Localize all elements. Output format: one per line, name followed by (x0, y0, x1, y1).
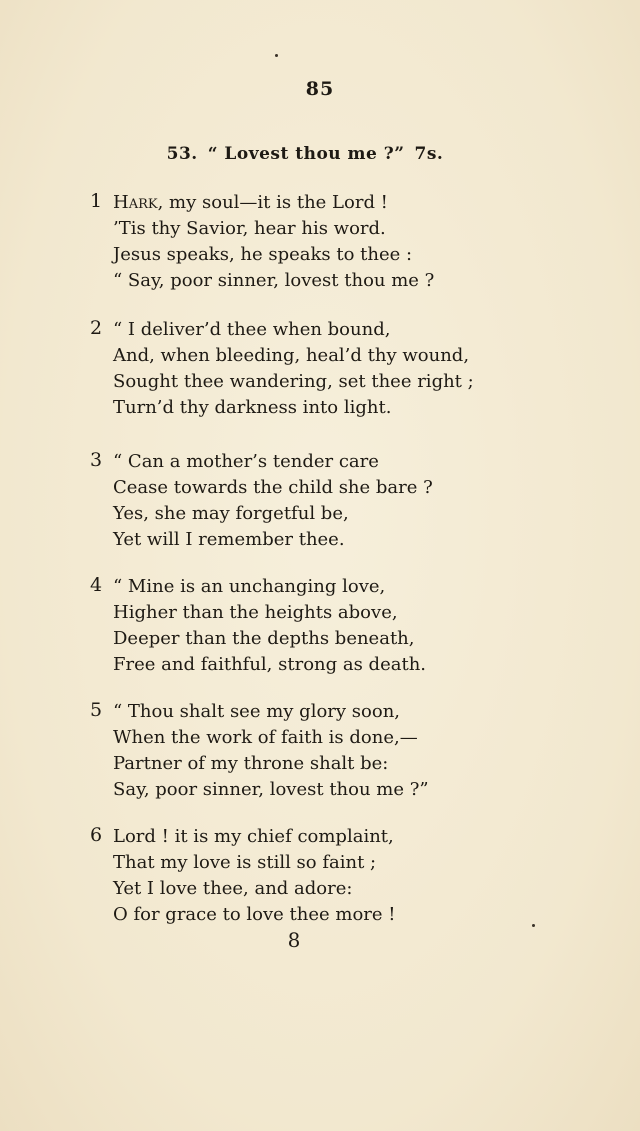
page-number: 85 (305, 78, 335, 100)
signature-mark: 8 (287, 928, 301, 952)
verse-line: ’Tis thy Savior, hear his word. (113, 218, 386, 239)
ink-fleck (275, 54, 278, 57)
hymn-number: 53. (166, 144, 198, 164)
verse-line: Hark, my soul—it is the Lord ! (113, 192, 388, 213)
verse-line: “ Say, poor sinner, lovest thou me ? (113, 270, 435, 291)
ink-fleck (532, 924, 535, 927)
verse-line: “ I deliver’d thee when bound, (113, 319, 391, 340)
verse-line: “ Can a mother’s tender care (113, 451, 379, 472)
stanza-3 (90, 449, 490, 553)
verse-line: Yet I love thee, and adore: (113, 878, 353, 899)
verse-line: Cease towards the child she bare ? (113, 477, 433, 498)
hymn-meter: 7s. (414, 144, 444, 164)
verse-line: Lord ! it is my chief complaint, (113, 826, 394, 847)
verse-line: And, when bleeding, heal’d thy wound, (113, 345, 470, 366)
stanza-5 (90, 699, 490, 803)
verse-line: Say, poor sinner, lovest thou me ?” (113, 779, 429, 800)
verse-line: Free and faithful, strong as death. (113, 654, 427, 675)
stanza-number: 5 (90, 699, 103, 721)
stanza-6 (90, 824, 490, 928)
hymn-title-text: “ Lovest thou me ?” (207, 144, 405, 164)
stanza-number: 1 (90, 190, 103, 212)
verse-line: “ Mine is an unchanging love, (113, 576, 386, 597)
verse-line: Jesus speaks, he speaks to thee : (113, 244, 413, 265)
hymn-title (0, 144, 610, 164)
stanza-number: 2 (90, 317, 103, 339)
verse-line: O for grace to love thee more ! (113, 904, 396, 925)
stanza-2 (90, 317, 490, 421)
verse-line: Partner of my throne shalt be: (113, 753, 389, 774)
verse-line: “ Thou shalt see my glory soon, (113, 701, 401, 722)
stanza-number: 3 (90, 449, 103, 471)
verse-line: That my love is still so faint ; (113, 852, 377, 873)
stanza-number: 4 (90, 574, 103, 596)
verse-line: When the work of faith is done,— (113, 727, 418, 748)
verse-line: Deeper than the depths beneath, (113, 628, 415, 649)
verse-line: Turn’d thy darkness into light. (113, 397, 392, 418)
first-word: Hark (113, 192, 158, 213)
stanza-number: 6 (90, 824, 103, 846)
verse-line: Higher than the heights above, (113, 602, 398, 623)
stanza-1 (90, 190, 490, 294)
verse-line: Yet will I remember thee. (113, 529, 345, 550)
verse-line: Yes, she may forgetful be, (113, 503, 349, 524)
verse-line: Sought thee wandering, set thee right ; (113, 371, 474, 392)
stanza-4 (90, 574, 490, 678)
